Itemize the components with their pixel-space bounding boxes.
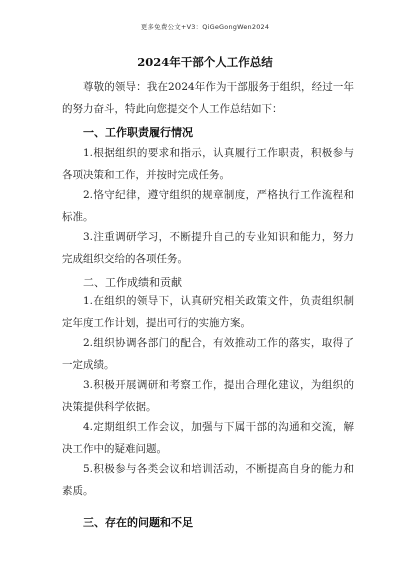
section2-item-4: 4.定期组织工作会议，加强与下属干部的沟通和交流，解决工作中的疑难问题。 (62, 421, 354, 455)
section2-item-2: 2.组织协调各部门的配合，有效推动工作的落实，取得了一定成绩。 (62, 337, 354, 371)
section1-item-3: 3.注重调研学习，不断提升自己的专业知识和能力，努力完成组织交给的各项任务。 (62, 231, 354, 265)
section1-item-2: 2.恪守纪律，遵守组织的规章制度，严格执行工作流程和标准。 (62, 189, 354, 223)
header-note: 更多免费公文+V3：QiGeGongWen2024 (140, 23, 270, 31)
section1-heading: 一、工作职责履行情况 (83, 126, 193, 139)
section2-item-5: 5.积极参与各类会议和培训活动，不断提高自身的能力和素质。 (62, 463, 354, 497)
section2-item-1: 1.在组织的领导下，认真研究相关政策文件，负责组织制定年度工作计划，提出可行的实施方案。 (62, 295, 354, 329)
intro-paragraph: 尊敬的领导：我在2024年作为干部服务于组织，经过一年的努力奋斗，特此向您提交个人工作总结如下： (62, 81, 354, 115)
section1-item-1: 1.根据组织的要求和指示，认真履行工作职责，积极参与各项决策和工作，并按时完成任务。 (62, 147, 354, 181)
document-title: 2024年干部个人工作总结 (137, 55, 273, 69)
section2-heading: 二、工作成绩和贡献 (83, 276, 182, 289)
section3-heading: 三、存在的问题和不足 (83, 516, 193, 529)
section2-item-3: 3.积极开展调研和考察工作，提出合理化建议，为组织的决策提供科学依据。 (62, 379, 354, 413)
